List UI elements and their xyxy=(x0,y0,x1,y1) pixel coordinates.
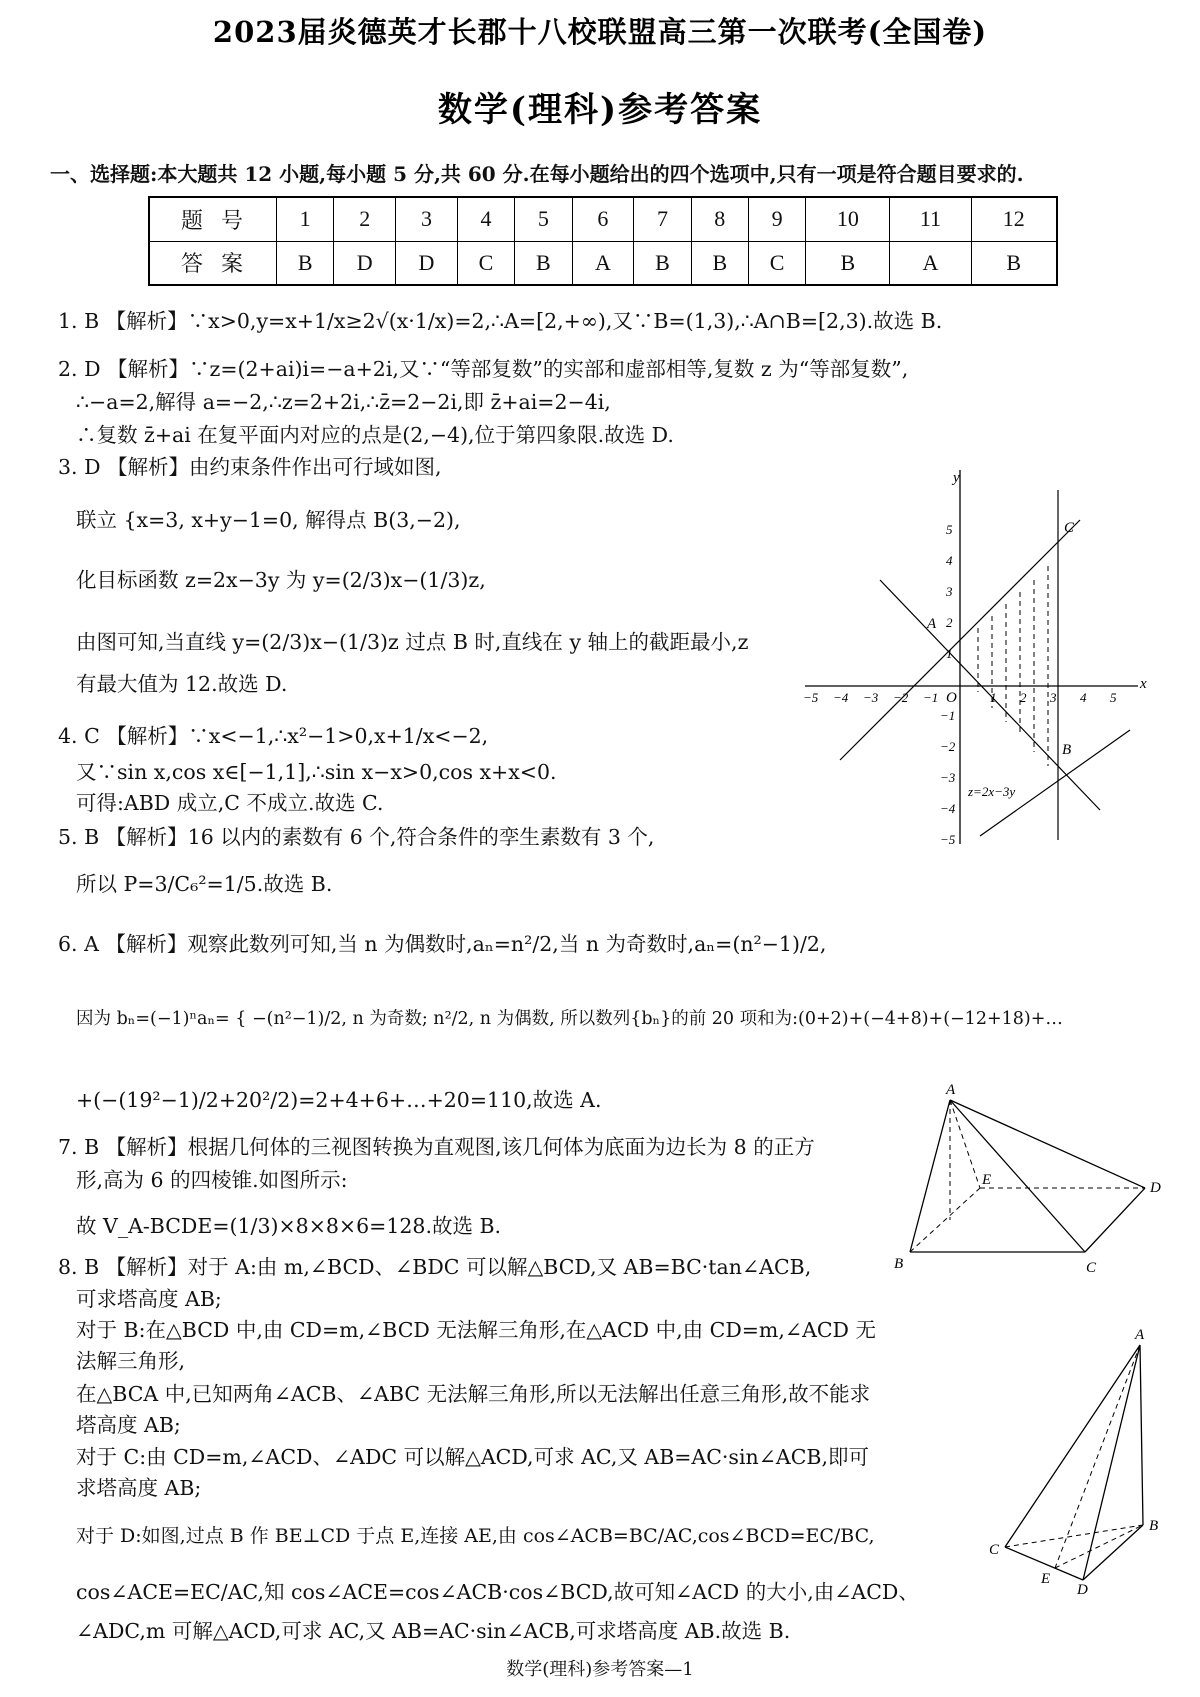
x-tick: −2 xyxy=(893,690,909,705)
solution-6-line-1: 6. A 【解析】观察此数列可知,当 n 为偶数时,aₙ=n²/2,当 n 为奇数时,aₙ=(n²−1)/2, xyxy=(58,932,827,956)
tower-label-d: D xyxy=(1077,1582,1088,1595)
point-b-label: B xyxy=(1062,742,1072,758)
table-cell: D xyxy=(334,241,396,285)
table-cell: B xyxy=(634,241,691,285)
answer-table xyxy=(148,196,1058,286)
solution-3-line-5: 有最大值为 12.故选 D. xyxy=(76,672,288,696)
pyramid-label-e: E xyxy=(982,1172,992,1188)
x-axis-label: x xyxy=(1140,676,1147,692)
solution-8-line-6: 塔高度 AB; xyxy=(76,1413,181,1437)
y-tick: 4 xyxy=(946,553,953,568)
table-cell: 12 xyxy=(971,197,1057,241)
table-cell: 9 xyxy=(748,197,805,241)
table-cell: 11 xyxy=(890,197,971,241)
solution-7-line-1: 7. B 【解析】根据几何体的三视图转换为直观图,该几何体为底面为边长为 8 的正方 xyxy=(58,1135,815,1159)
solution-8-line-10: cos∠ACE=EC/AC,知 cos∠ACE=cos∠ACB·cos∠BCD,故可知∠ACD 的大小,由∠ACD、 xyxy=(76,1580,919,1604)
table-cell: B xyxy=(515,241,572,285)
table-cell: 5 xyxy=(515,197,572,241)
solution-7-line-2: 形,高为 6 的四棱锥.如图所示: xyxy=(76,1168,348,1192)
solution-8-line-3: 对于 B:在△BCD 中,由 CD=m,∠BCD 无法解三角形,在△ACD 中,由 CD=m,∠ACD 无 xyxy=(76,1318,877,1342)
document-subtitle: 数学(理科)参考答案 xyxy=(437,90,763,130)
y-tick: −3 xyxy=(940,770,956,785)
origin-label: O xyxy=(946,690,957,706)
solution-8-line-9: 对于 D:如图,过点 B 作 BE⊥CD 于点 E,连接 AE,由 cos∠ACB=BC/AC,cos∠BCD=EC/BC, xyxy=(76,1525,875,1547)
solution-8-line-8: 求塔高度 AB; xyxy=(76,1476,202,1500)
solution-3-line-4: 由图可知,当直线 y=(2/3)x−(1/3)z 过点 B 时,直线在 y 轴上的截距最小,z xyxy=(76,630,749,654)
solution-5-line-2: 所以 P=3/C₆²=1/5.故选 B. xyxy=(76,872,333,896)
solution-2-line-3: ∴复数 z̄+ai 在复平面内对应的点是(2,−4),位于第四象限.故选 D. xyxy=(76,423,674,447)
table-cell: 8 xyxy=(691,197,748,241)
solution-8-line-5: 在△BCA 中,已知两角∠ACB、∠ABC 无法解三角形,所以无法解出任意三角形,故不能求 xyxy=(76,1382,871,1406)
y-tick: 5 xyxy=(946,522,953,537)
solution-7-line-3: 故 V_A-BCDE=(1/3)×8×8×6=128.故选 B. xyxy=(76,1214,502,1238)
pyramid-label-b: B xyxy=(894,1256,904,1272)
x-tick: −4 xyxy=(833,690,849,705)
table-row-answers xyxy=(149,241,1057,285)
solution-4-line-1: 4. C 【解析】∵x<−1,∴x²−1>0,x+1/x<−2, xyxy=(58,724,489,748)
solution-2-line-2: ∴−a=2,解得 a=−2,∴z=2+2i,∴z̄=2−2i,即 z̄+ai=2−4i, xyxy=(76,390,611,414)
pyramid-label-d: D xyxy=(1150,1180,1161,1196)
solution-8-line-11: ∠ADC,m 可解△ACD,可求 AC,又 AB=AC·sin∠ACB,可求塔高度 AB.故选 B. xyxy=(76,1619,791,1643)
table-cell: 10 xyxy=(806,197,890,241)
solution-4-line-2: 又∵sin x,cos x∈[−1,1],∴sin x−x>0,cos x+x<0. xyxy=(76,760,557,784)
tower-label-b: B xyxy=(1149,1518,1159,1534)
table-cell: 3 xyxy=(396,197,458,241)
table-cell: C xyxy=(457,241,514,285)
x-tick: 5 xyxy=(1110,690,1117,705)
solution-6-line-3: +(−(19²−1)/2+20²/2)=2+4+6+…+20=110,故选 A. xyxy=(76,1088,602,1112)
table-cell: C xyxy=(748,241,805,285)
solution-8-line-4: 法解三角形, xyxy=(76,1349,186,1373)
y-tick: 3 xyxy=(946,584,953,599)
tower-label-c: C xyxy=(989,1542,1000,1558)
section-heading: 一、选择题:本大题共 12 小题,每小题 5 分,共 60 分.在每小题给出的四个选项中,只有一项是符合题目要求的. xyxy=(50,162,1024,186)
x-tick: −5 xyxy=(803,690,819,705)
x-tick: 2 xyxy=(1020,690,1027,705)
solution-8-line-1: 8. B 【解析】对于 A:由 m,∠BCD、∠BDC 可以解△BCD,又 AB=BC·tan∠ACB, xyxy=(58,1255,812,1279)
table-cell: 6 xyxy=(572,197,634,241)
table-cell: A xyxy=(572,241,634,285)
solution-3-line-1: 3. D 【解析】由约束条件作出可行域如图, xyxy=(58,455,442,479)
row-label-answer: 答案 xyxy=(149,241,277,285)
x-tick: 4 xyxy=(1080,690,1087,705)
tower-figure xyxy=(975,1325,1175,1595)
y-axis-label: y xyxy=(953,470,960,486)
x-tick: 1 xyxy=(990,690,997,705)
solution-5-line-1: 5. B 【解析】16 以内的素数有 6 个,符合条件的孪生素数有 3 个, xyxy=(58,825,655,849)
table-cell: 7 xyxy=(634,197,691,241)
pyramid-label-a: A xyxy=(946,1082,956,1098)
y-tick: −2 xyxy=(940,739,956,754)
y-tick: −1 xyxy=(940,708,956,723)
point-a-label: A xyxy=(927,616,937,632)
feasible-region-graph xyxy=(800,460,1150,850)
table-cell: B xyxy=(806,241,890,285)
point-c-label: C xyxy=(1064,520,1075,536)
table-cell: B xyxy=(691,241,748,285)
solution-1: 1. B 【解析】∵x>0,y=x+1/x≥2√(x·1/x)=2,∴A=[2,+∞),又∵B=(1,3),∴A∩B=[2,3).故选 B. xyxy=(58,309,943,333)
table-cell: D xyxy=(396,241,458,285)
y-tick: −4 xyxy=(940,801,956,816)
y-tick: 2 xyxy=(946,615,953,630)
page-footer: 数学(理科)参考答案—1 xyxy=(506,1659,694,1680)
table-cell: A xyxy=(890,241,971,285)
solution-8-line-7: 对于 C:由 CD=m,∠ACD、∠ADC 可以解△ACD,可求 AC,又 AB=AC·sin∠ACB,即可 xyxy=(76,1445,869,1469)
x-tick: −3 xyxy=(863,690,879,705)
table-row-numbers xyxy=(149,197,1057,241)
y-tick: 1 xyxy=(946,646,953,661)
solution-6-line-2: 因为 bₙ=(−1)ⁿaₙ= { −(n²−1)/2, n 为奇数; n²/2, n 为偶数, 所以数列{bₙ}的前 20 项和为:(0+2)+(−4+8)+(−12+18)+… xyxy=(76,1009,1063,1029)
table-cell: 1 xyxy=(277,197,334,241)
x-tick: 3 xyxy=(1050,690,1057,705)
objective-line-label: z=2x−3y xyxy=(968,784,1016,799)
document-title: 2023届炎德英才长郡十八校联盟高三第一次联考(全国卷) xyxy=(212,15,988,49)
table-cell: B xyxy=(277,241,334,285)
solution-3-line-2: 联立 {x=3, x+y−1=0, 解得点 B(3,−2), xyxy=(76,508,461,532)
row-label-number: 题号 xyxy=(149,197,277,241)
solution-4-line-3: 可得:ABD 成立,C 不成立.故选 C. xyxy=(76,791,384,815)
solution-3-line-3: 化目标函数 z=2x−3y 为 y=(2/3)x−(1/3)z, xyxy=(76,568,486,592)
table-cell: 4 xyxy=(457,197,514,241)
table-cell: B xyxy=(971,241,1057,285)
pyramid-label-c: C xyxy=(1086,1260,1097,1276)
tower-label-a: A xyxy=(1135,1327,1145,1343)
pyramid-figure xyxy=(890,1080,1180,1280)
y-tick: −5 xyxy=(940,832,956,847)
solution-8-line-2: 可求塔高度 AB; xyxy=(76,1287,222,1311)
table-cell: 2 xyxy=(334,197,396,241)
tower-label-e: E xyxy=(1041,1571,1051,1587)
x-tick: −1 xyxy=(923,690,939,705)
solution-2-line-1: 2. D 【解析】∵z=(2+ai)i=−a+2i,又∵“等部复数”的实部和虚部相等,复数 z 为“等部复数”, xyxy=(58,357,909,381)
